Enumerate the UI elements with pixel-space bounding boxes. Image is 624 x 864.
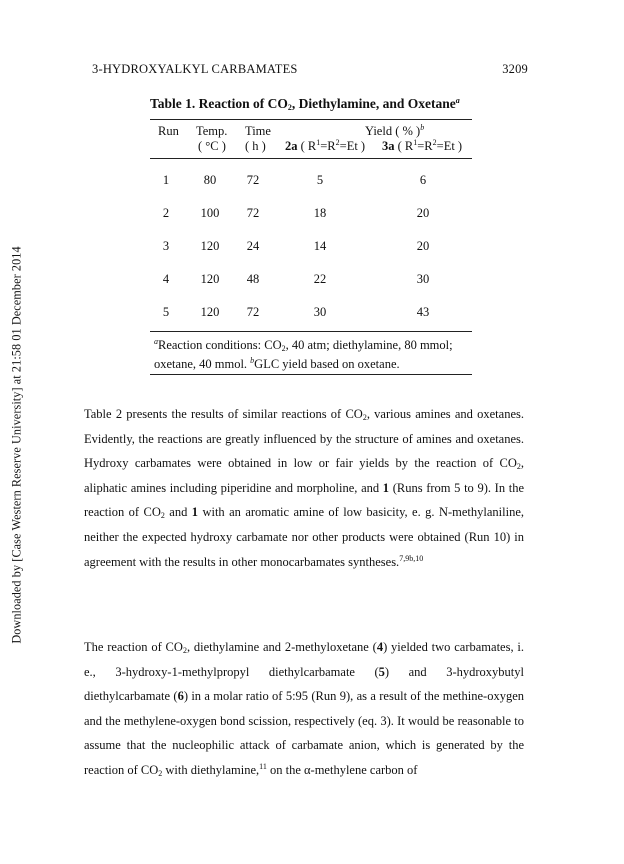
header-time: Time: [245, 124, 271, 138]
header-yield: Yield ( % )$^b$: [365, 123, 425, 138]
cell-yield-2a: 14: [313, 239, 327, 253]
table-header: [150, 120, 472, 158]
header-temp: Temp.: [196, 124, 228, 138]
cell-yield-3a: 43: [416, 305, 430, 319]
table-row: [150, 272, 472, 288]
cell-time: 48: [246, 272, 260, 286]
header-run: Run: [158, 124, 179, 138]
cell-run: 5: [162, 305, 170, 319]
cell-temp: 100: [200, 206, 220, 220]
download-watermark: [4, 210, 30, 680]
table-bottom-rule: [150, 331, 472, 332]
cell-yield-2a: 5: [316, 173, 324, 187]
header-temp-unit: ( °C ): [198, 139, 226, 153]
cell-run: 2: [162, 206, 170, 220]
cell-time: 72: [246, 173, 260, 187]
table-row: [150, 206, 472, 222]
running-head: [92, 62, 528, 77]
cell-yield-2a: 18: [313, 206, 327, 220]
cell-yield-2a: 30: [313, 305, 327, 319]
table-title: Table 1. Reaction of $CO_2$, Diethylamine, and Oxetane$^a$: [150, 96, 460, 112]
cell-time: 24: [246, 239, 260, 253]
footnote-rule: [150, 374, 472, 375]
running-head-title: 3-HYDROXYALKYL CARBAMATES: [92, 62, 298, 76]
cell-temp: 120: [200, 239, 220, 253]
table-1: [150, 96, 472, 375]
cell-run: 1: [162, 173, 170, 187]
cell-time: 72: [246, 206, 260, 220]
download-notice: Downloaded by [Case Western Reserve University] at 21:58 01 December 2014: [9, 246, 24, 644]
table-row: [150, 173, 472, 189]
cell-yield-3a: 20: [416, 239, 430, 253]
cell-temp: 120: [200, 272, 220, 286]
cell-time: 72: [246, 305, 260, 319]
header-time-unit: ( h ): [245, 139, 266, 153]
table-row: [150, 239, 472, 255]
paragraph-methyloxetane: The reaction of $CO_2$, diethylamine and 2-methyloxetane (4) yielded two carbamates, i. e., 3-hydroxy-1-methylpropyl diethylcarbamate (5) and 3-hydroxybutyl diethylcarbamate (6) in a molar ratio of 5:95 (Run 9), as a result of the methine-oxygen and the methylene-oxygen bond scission, respectively (eq. 3). It would be reasonable to assume that the nucleophilic attack of carbamate anion, which is generated by the reaction of $CO_2$ with diethylamine,$^{11}$ on the α-methylene carbon of: [84, 640, 525, 778]
cell-yield-3a: 6: [419, 173, 427, 187]
page-number: 3209: [502, 62, 528, 76]
cell-yield-3a: 30: [416, 272, 430, 286]
cell-yield-2a: 22: [313, 272, 327, 286]
table-footnote: $^a$Reaction conditions: $CO_2$, 40 atm; diethylamine, 80 mmol; oxetane, 40 mmol. $^b$GLC yield based on oxetane.: [154, 337, 453, 371]
header-col-2a: 2a ( $R^1=R^2=Et$ ): [285, 138, 366, 153]
cell-yield-3a: 20: [416, 206, 430, 220]
table-row: [150, 305, 472, 321]
cell-run: 4: [162, 272, 170, 286]
cell-temp: 80: [203, 173, 217, 187]
table-body: [150, 159, 472, 331]
paragraph-table2-results: Table 2 presents the results of similar reactions of $CO_2$, various amines and oxetanes. Evidently, the reactions are greatly influenced by the structure of amines and oxetanes. Hydroxy carbamates were obtained in low or fair yields by the reaction of $CO_2$, aliphatic amines including piperidine and morpholine, and 1 (Runs from 5 to 9). In the reaction of $CO_2$ and 1 with an aromatic amine of low basicity, e. g. N-methylaniline, neither the expected hydroxy carbamate nor other products were obtained (Run 10) in agreement with the results in other monocarbamates syntheses.$^{7,9b,10}$: [84, 407, 525, 569]
cell-run: 3: [162, 239, 170, 253]
header-col-3a: 3a ( $R^1=R^2=Et$ ): [382, 138, 463, 153]
cell-temp: 120: [200, 305, 220, 319]
